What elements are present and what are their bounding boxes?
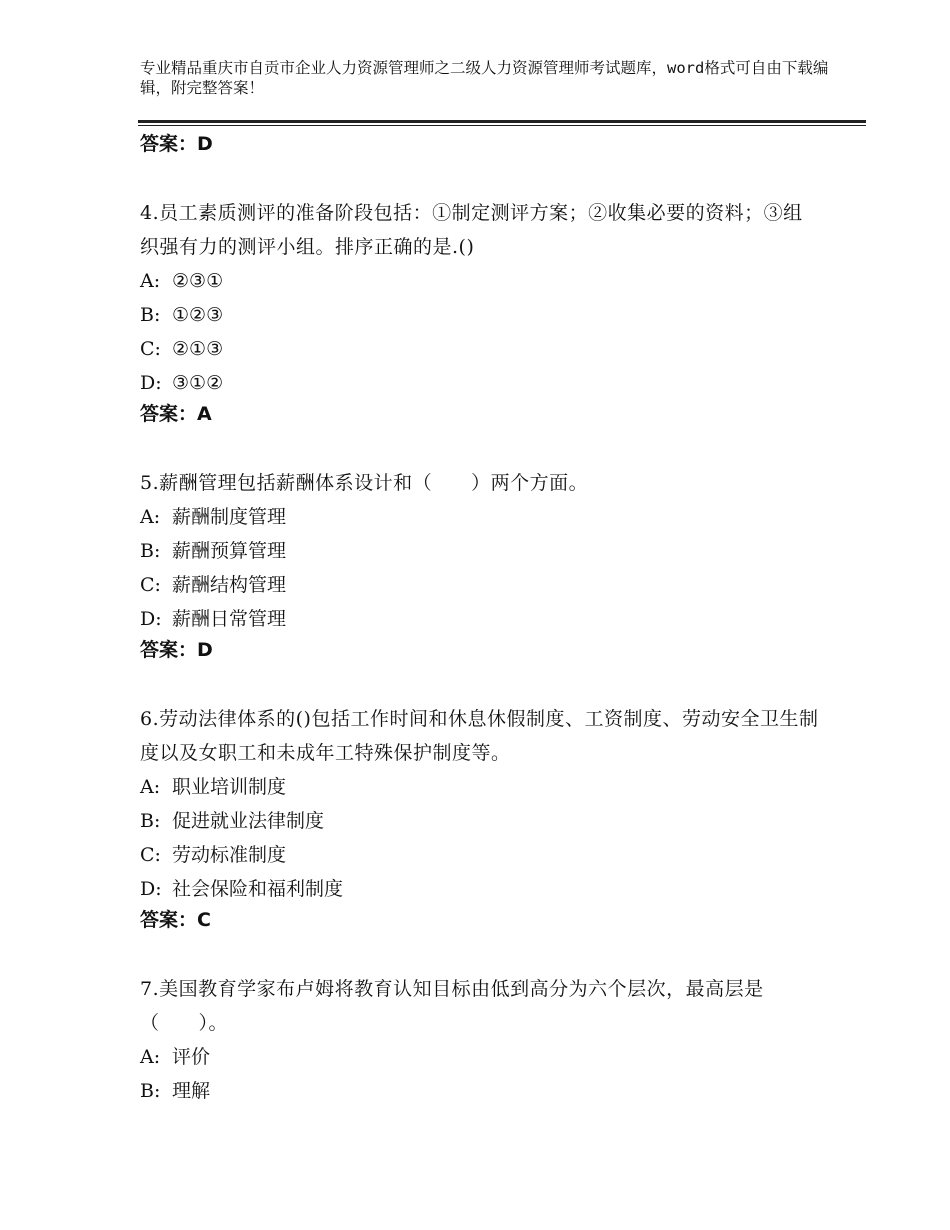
option-key: A:	[140, 1046, 161, 1068]
option-text: 薪酬预算管理	[172, 540, 287, 562]
question-7	[140, 972, 820, 1108]
question-stem: 5.薪酬管理包括薪酬体系设计和（ ）两个方面。	[140, 472, 589, 494]
option-key: A:	[140, 776, 161, 798]
question-5	[140, 466, 820, 664]
option-text: 薪酬制度管理	[172, 506, 287, 528]
option-key: A:	[140, 506, 161, 528]
answer-label: 答案：A	[140, 403, 212, 425]
option-key: D:	[140, 878, 162, 900]
option-key: B:	[140, 304, 161, 326]
option-a	[140, 1040, 820, 1074]
option-c	[140, 332, 820, 366]
option-text: ②①③	[172, 338, 224, 360]
option-key: D:	[140, 372, 162, 394]
option-d	[140, 602, 820, 636]
option-text: ①②③	[172, 304, 224, 326]
answer-label: 答案：D	[140, 133, 213, 155]
option-c	[140, 838, 820, 872]
question-4	[140, 196, 820, 428]
option-key: C:	[140, 338, 161, 360]
option-text: 理解	[172, 1080, 211, 1102]
option-key: D:	[140, 608, 162, 630]
option-key: B:	[140, 540, 161, 562]
question-6	[140, 702, 820, 934]
option-a	[140, 264, 820, 298]
answer-label: 答案：D	[140, 639, 213, 661]
question-content	[140, 130, 820, 1108]
option-key: C:	[140, 574, 161, 596]
question-stem: 4.员工素质测评的准备阶段包括：①制定测评方案；②收集必要的资料；③组织强有力的测评小组。排序正确的是.()	[140, 202, 803, 258]
option-text: ③①②	[172, 372, 224, 394]
page-header: 专业精品重庆市自贡市企业人力资源管理师之二级人力资源管理师考试题库，word格式可自由下载编辑，附完整答案！	[140, 59, 829, 97]
option-b	[140, 534, 820, 568]
option-key: B:	[140, 1080, 161, 1102]
option-text: 社会保险和福利制度	[172, 878, 344, 900]
question-stem: 7.美国教育学家布卢姆将教育认知目标由低到高分为六个层次，最高层是（ ）。	[140, 978, 764, 1034]
option-text: 职业培训制度	[172, 776, 287, 798]
header-divider-thin	[138, 125, 866, 126]
option-d	[140, 872, 820, 906]
option-text: 薪酬结构管理	[172, 574, 287, 596]
option-d	[140, 366, 820, 400]
option-b	[140, 804, 820, 838]
option-a	[140, 500, 820, 534]
header-divider-thick	[138, 120, 866, 123]
question-stem: 6.劳动法律体系的()包括工作时间和休息休假制度、工资制度、劳动安全卫生制度以及女职工和未成年工特殊保护制度等。	[140, 708, 819, 764]
option-key: B:	[140, 810, 161, 832]
option-c	[140, 568, 820, 602]
option-text: 促进就业法律制度	[172, 810, 325, 832]
answer-label: 答案：C	[140, 909, 211, 931]
option-text: 薪酬日常管理	[172, 608, 287, 630]
option-b	[140, 1074, 820, 1108]
option-text: 劳动标准制度	[172, 844, 287, 866]
option-text: 评价	[172, 1046, 211, 1068]
option-text: ②③①	[172, 270, 224, 292]
option-key: A:	[140, 270, 161, 292]
option-b	[140, 298, 820, 332]
option-key: C:	[140, 844, 161, 866]
option-a	[140, 770, 820, 804]
